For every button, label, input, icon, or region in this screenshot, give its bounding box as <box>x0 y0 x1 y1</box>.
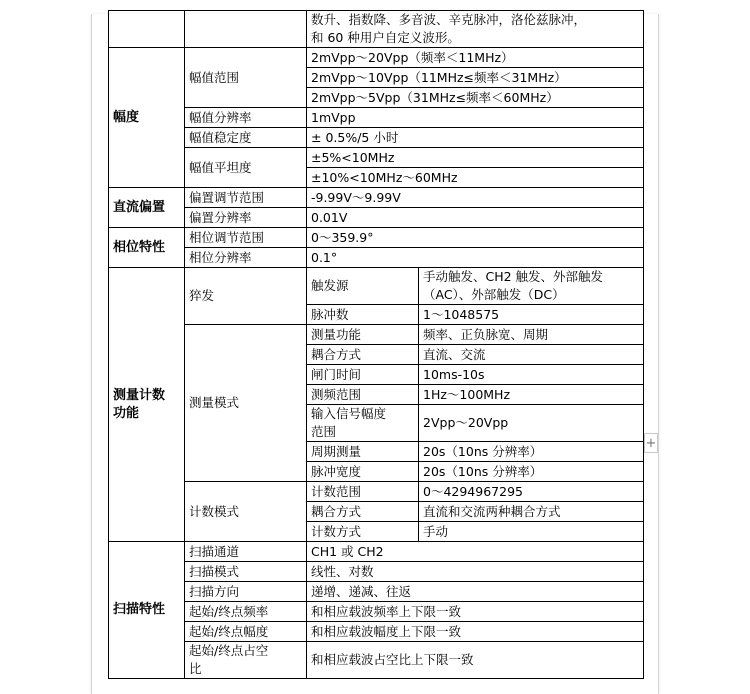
spec-table <box>108 10 644 679</box>
value-amplitude-range-3: 2mVpp～5Vpp（31MHz≤频率＜60MHz） <box>307 88 644 108</box>
flatness-values <box>307 148 644 188</box>
table-row <box>109 268 644 305</box>
label-sweep-direction: 扫描方向 <box>185 582 307 602</box>
label-count-method: 计数方式 <box>307 522 419 542</box>
value-amplitude-resolution: 1mVpp <box>307 108 644 128</box>
value-trigger-source-line-2: （AC）、外部触发（DC） <box>423 287 565 302</box>
table-row <box>109 208 644 228</box>
label-sweep-freq: 起始/终点频率 <box>185 602 307 622</box>
label-measure-mode: 测量模式 <box>185 325 307 482</box>
table-row <box>109 248 644 268</box>
table-row <box>109 602 644 622</box>
value-flatness-1: ±5%<10MHz <box>307 148 643 168</box>
table-row <box>109 128 644 148</box>
label-offset-resolution: 偏置分辨率 <box>185 208 307 228</box>
category-phase: 相位特性 <box>109 228 185 268</box>
value-amplitude-range-2: 2mVpp～10Vpp（11MHz≤频率＜31MHz） <box>307 68 644 88</box>
table-row <box>109 542 644 562</box>
value-trigger-source <box>419 268 644 305</box>
label-trigger-source: 触发源 <box>307 268 419 305</box>
value-pulse-width: 20s（10ns 分辨率） <box>419 462 644 482</box>
label-input-amplitude-line-2: 范围 <box>311 424 337 439</box>
value-input-amplitude: 2Vpp～20Vpp <box>419 405 644 442</box>
table-cell <box>109 11 185 48</box>
table-row <box>109 642 644 679</box>
table-row <box>109 228 644 248</box>
waveform-line-2: 和 60 种用户自定义波形。 <box>311 30 460 45</box>
table-row <box>109 582 644 602</box>
value-offset-resolution: 0.01V <box>307 208 644 228</box>
label-pulse-count: 脉冲数 <box>307 305 419 325</box>
label-pulse-width: 脉冲宽度 <box>307 462 419 482</box>
value-amplitude-range-1: 2mVpp～20Vpp（频率＜11MHz） <box>307 48 644 68</box>
label-gate-time: 闸门时间 <box>307 365 419 385</box>
add-content-button[interactable]: + <box>644 433 658 453</box>
category-measure-line-1: 测量计数 <box>113 387 166 403</box>
category-measure <box>109 268 185 542</box>
category-sweep: 扫描特性 <box>109 542 185 679</box>
value-sweep-direction: 递增、递减、往返 <box>307 582 644 602</box>
label-period: 周期测量 <box>307 442 419 462</box>
value-flatness-2: ±10%<10MHz～60MHz <box>311 170 458 185</box>
value-gate-time: 10ms-10s <box>419 365 644 385</box>
label-sweep-amplitude: 起始/终点幅度 <box>185 622 307 642</box>
value-offset-range: -9.99V～9.99V <box>307 188 644 208</box>
label-sweep-duty <box>185 642 307 679</box>
table-row <box>109 482 644 502</box>
waveform-line-1: 数升、指数降、多音波、辛克脉冲，洛伦兹脉冲， <box>311 12 587 27</box>
label-sweep-duty-line-2: 比 <box>189 661 202 676</box>
table-row <box>109 622 644 642</box>
value-period: 20s（10ns 分辨率） <box>419 442 644 462</box>
value-phase-resolution: 0.1° <box>307 248 644 268</box>
label-amplitude-stability: 幅值稳定度 <box>185 128 307 148</box>
label-sweep-mode: 扫描模式 <box>185 562 307 582</box>
value-trigger-source-line-1: 手动触发、CH2 触发、外部触发 <box>423 269 604 284</box>
table-row <box>109 148 644 188</box>
label-measure-function: 测量功能 <box>307 325 419 345</box>
value-pulse-count: 1～1048575 <box>419 305 644 325</box>
category-measure-line-2: 功能 <box>113 405 140 421</box>
value-sweep-channel: CH1 或 CH2 <box>307 542 644 562</box>
label-amplitude-range: 幅值范围 <box>185 48 307 108</box>
label-input-amplitude <box>307 405 419 442</box>
value-phase-range: 0～359.9° <box>307 228 644 248</box>
table-row <box>109 48 644 68</box>
label-input-amplitude-line-1: 输入信号幅度 <box>311 406 387 421</box>
table-row <box>109 562 644 582</box>
table-row <box>109 11 644 48</box>
label-sweep-channel: 扫描通道 <box>185 542 307 562</box>
value-amplitude-stability: ± 0.5%/5 小时 <box>307 128 644 148</box>
label-amplitude-resolution: 幅值分辨率 <box>185 108 307 128</box>
label-count-coupling: 耦合方式 <box>307 502 419 522</box>
value-sweep-mode: 线性、对数 <box>307 562 644 582</box>
label-offset-range: 偏置调节范围 <box>185 188 307 208</box>
label-sweep-duty-line-1: 起始/终点占空 <box>189 643 269 658</box>
category-amplitude: 幅度 <box>109 48 185 188</box>
value-count-method: 手动 <box>419 522 644 542</box>
value-coupling: 直流、交流 <box>419 345 644 365</box>
label-burst: 猝发 <box>185 268 307 325</box>
label-freq-range: 测频范围 <box>307 385 419 405</box>
value-count-coupling: 直流和交流两种耦合方式 <box>419 502 644 522</box>
table-cell <box>185 11 307 48</box>
table-row <box>109 325 644 345</box>
waveform-description <box>307 11 644 48</box>
value-count-range: 0～4294967295 <box>419 482 644 502</box>
value-measure-function: 频率、正负脉宽、周期 <box>419 325 644 345</box>
label-phase-range: 相位调节范围 <box>185 228 307 248</box>
table-row <box>109 108 644 128</box>
value-sweep-amplitude: 和相应载波幅度上下限一致 <box>307 622 644 642</box>
value-sweep-freq: 和相应载波频率上下限一致 <box>307 602 644 622</box>
label-amplitude-flatness: 幅值平坦度 <box>185 148 307 188</box>
label-count-mode: 计数模式 <box>185 482 307 542</box>
label-coupling: 耦合方式 <box>307 345 419 365</box>
label-phase-resolution: 相位分辨率 <box>185 248 307 268</box>
category-dc-offset: 直流偏置 <box>109 188 185 228</box>
value-freq-range: 1Hz～100MHz <box>419 385 644 405</box>
table-row <box>109 188 644 208</box>
value-sweep-duty: 和相应载波占空比上下限一致 <box>307 642 644 679</box>
label-count-range: 计数范围 <box>307 482 419 502</box>
